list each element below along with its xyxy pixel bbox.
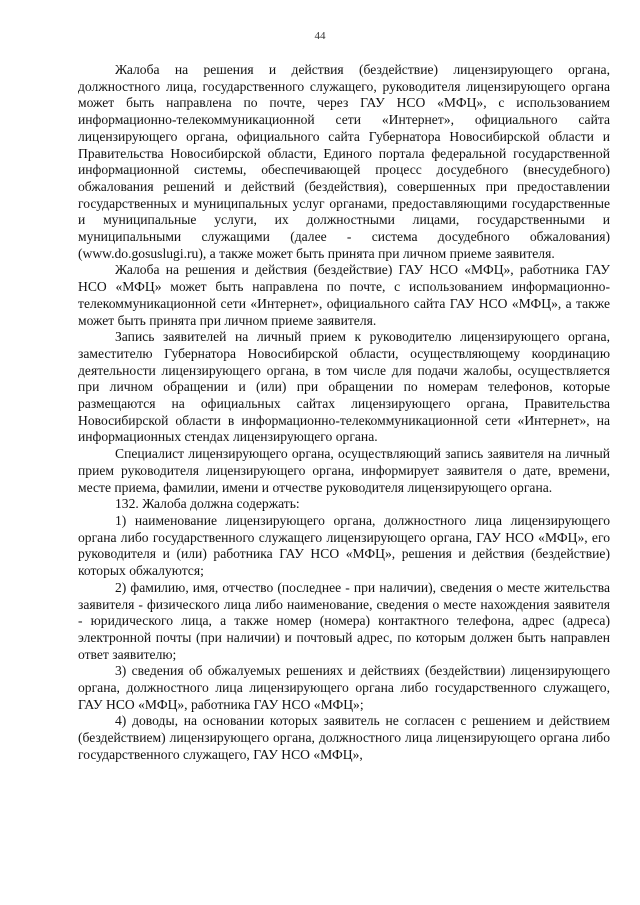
paragraph-item-132-heading: 132. Жалоба должна содержать:: [115, 496, 300, 512]
document-body: [78, 62, 610, 764]
page-number: 44: [314, 30, 326, 42]
list-item-4: 4) доводы, на основании которых заявитель не согласен с решением и действием (бездействием) лицензирующего органа, должностного лица лицензирующего органа либо государственного служащего, ГАУ НСО «МФЦ»,: [78, 713, 610, 762]
list-item-1: 1) наименование лицензирующего органа, должностного лица лицензирующего органа либо государственного служащего лицензирующего органа, ГАУ НСО «МФЦ», его руководителя и (или) работника ГАУ НСО «МФЦ», решения и действия (бездействие) которых обжалуются;: [78, 512, 610, 579]
paragraph-personal-appointment: Запись заявителей на личный прием к руководителю лицензирующего органа, заместителю Губернатора Новосибирской области, осуществляющему координацию деятельности лицензирующего органа, в том числе для подачи жалобы, осуществляется при личном обращении и (или) при обращении по номерам телефонов, которые размещаются на официальных сайтах лицензирующего органа, Правительства Новосибирской области в информационно-телекоммуникационной сети «Интернет», на информационных стендах лицензирующего органа.: [78, 329, 610, 445]
list-item-2: 2) фамилию, имя, отчество (последнее - при наличии), сведения о месте жительства заявителя - физического лица либо наименование, сведения о месте нахождения заявителя - юридического лица, а также номер (номера) контактного телефона, адрес (адреса) электронной почты (при наличии) и почтовый адрес, по которым должен быть направлен ответ заявителю;: [78, 579, 610, 662]
paragraph-complaint-licensing-body: Жалоба на решения и действия (бездействие) лицензирующего органа, должностного лица, государственного служащего, руководителя лицензирующего органа может быть направлена по почте, через ГАУ НСО «МФЦ», с использованием информационно-телекоммуникационной сети «Интернет», официального сайта лицензирующего органа, официального сайта Губернатора Новосибирской области и Правительства Новосибирской области, Единого портала федеральной государственной информационной системы, обеспечивающей процесс досудебного (внесудебного) обжалования решений и действий (бездействия), совершенных при предоставлении государственных и муниципальных услуг органами, предоставляющими государственные и муниципальные услуги, их должностными лицами, государственными и муниципальными служащими (далее - система досудебного обжалования) (www.do.gosuslugi.ru), а также может быть принята при личном приеме заявителя.: [78, 62, 610, 261]
paragraph-complaint-mfc: Жалоба на решения и действия (бездействие) ГАУ НСО «МФЦ», работника ГАУ НСО «МФЦ» может быть направлена по почте, с использованием информационно-телекоммуникационной сети «Интернет», официального сайта ГАУ НСО «МФЦ», а также может быть принята при личном приеме заявителя.: [78, 262, 610, 328]
paragraph-specialist-informs: Специалист лицензирующего органа, осуществляющий запись заявителя на личный прием руководителя лицензирующего органа, информирует заявителя о дате, времени, месте приема, фамилии, имени и отчестве руководителя лицензирующего органа.: [78, 446, 610, 495]
list-item-3: 3) сведения об обжалуемых решениях и действиях (бездействии) лицензирующего органа, должностного лица лицензирующего органа либо государственного служащего, ГАУ НСО «МФЦ», работника ГАУ НСО «МФЦ»;: [78, 663, 610, 712]
